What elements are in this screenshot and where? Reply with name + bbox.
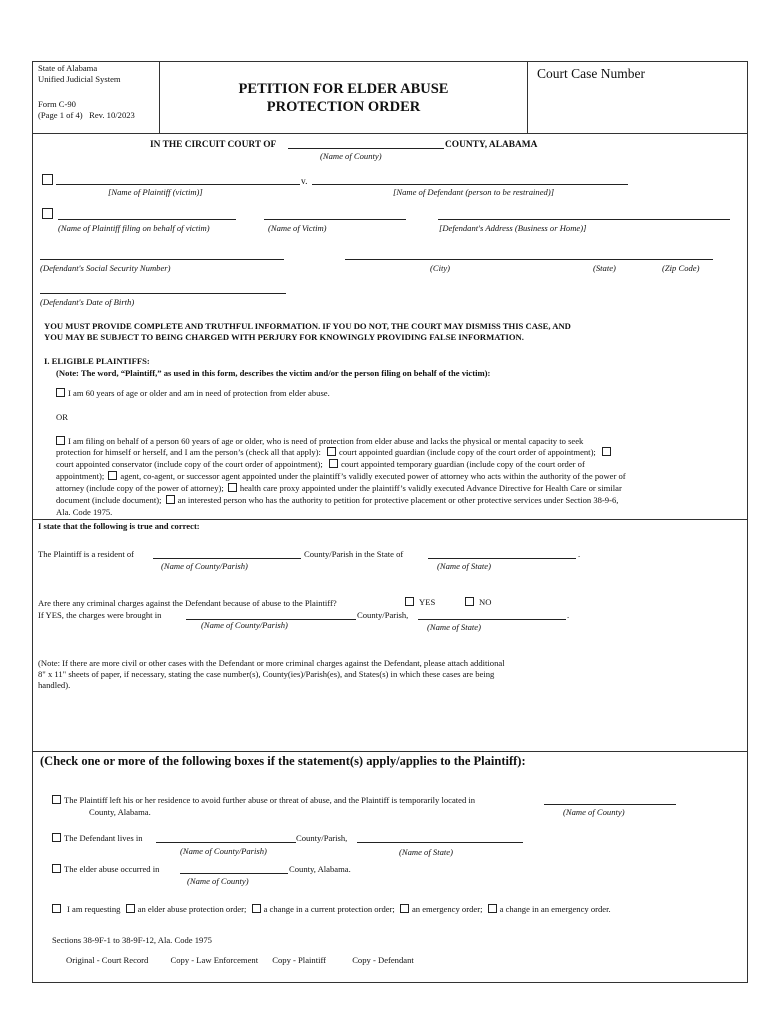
county-input[interactable]	[288, 148, 444, 149]
charges-question: Are there any criminal charges against the Defendant because of abuse to the Plaintiff?	[38, 598, 337, 608]
city-caption: (City)	[430, 263, 451, 273]
note-line-1: (Note: If there are more civil or other cases with the Defendant or more criminal charges against the Defendant, please attach additional	[38, 658, 505, 668]
document-label: document (include document);	[56, 495, 162, 505]
conservator-checkbox[interactable]	[602, 447, 611, 456]
defendant-lives-mid: County/Parish,	[296, 833, 348, 843]
relationship-line-6	[56, 495, 618, 506]
guardian-checkbox[interactable]	[327, 447, 336, 456]
abuse-occurred-end: County, Alabama.	[289, 864, 351, 874]
charges-state-caption: (Name of State)	[427, 622, 481, 632]
title-line-2: PROTECTION ORDER	[266, 99, 421, 115]
note-line-3: handled).	[38, 680, 71, 690]
filing-caption: (Name of Plaintiff filing on behalf of victim)	[58, 223, 210, 233]
statute-reference: Sections 38-9F-1 to 38-9F-12, Ala. Code 1975	[52, 935, 212, 945]
or-label: OR	[56, 412, 68, 422]
city-state-zip-input[interactable]	[345, 259, 713, 260]
requesting-checkbox[interactable]	[52, 904, 61, 913]
age-60-label: I am 60 years of age or older and am in need of protection from elder abuse.	[68, 388, 330, 398]
requesting-label: I am requesting	[67, 904, 121, 914]
request-options	[52, 904, 611, 915]
perjury-warning	[44, 321, 571, 343]
ala-code-ref: Ala. Code 1975.	[56, 507, 113, 517]
temp-location-caption: (Name of County)	[563, 807, 625, 817]
copy-defendant: Copy - Defendant	[352, 955, 414, 965]
protection-order-label: an elder abuse protection order;	[137, 904, 247, 914]
agent-checkbox[interactable]	[108, 471, 117, 480]
relationship-line-2	[56, 447, 614, 458]
court-case-number-field[interactable]	[530, 86, 742, 130]
copy-court: Original - Court Record	[66, 955, 149, 965]
header-bottom-line	[32, 133, 748, 134]
resident-mid: County/Parish in the State of	[304, 549, 404, 559]
check-top-line	[32, 751, 748, 752]
poa-label: attorney (include copy of the power of attorney);	[56, 483, 224, 493]
relationship-line-4	[56, 471, 626, 482]
county-caption: (Name of County)	[320, 151, 382, 161]
protection-order-checkbox[interactable]	[126, 904, 135, 913]
relationship-intro: protection for himself or herself, and I am the person’s (check all that apply):	[56, 447, 321, 457]
dob-caption: (Defendant's Date of Birth)	[40, 297, 135, 307]
victim-name-input[interactable]	[264, 219, 406, 220]
option-age-60	[56, 388, 330, 399]
defendant-lives-label: The Defendant lives in	[64, 833, 143, 843]
resident-state-input[interactable]	[428, 558, 576, 559]
abuse-occurred-checkbox[interactable]	[52, 864, 61, 873]
court-prefix: IN THE CIRCUIT COURT OF	[150, 140, 277, 150]
plaintiff-checkbox[interactable]	[42, 174, 53, 185]
yes-label: YES	[419, 597, 436, 607]
state-caption: (State)	[593, 263, 616, 273]
change-protection-checkbox[interactable]	[252, 904, 261, 913]
charges-county-caption: (Name of County/Parish)	[201, 620, 288, 630]
revision: Rev. 10/2023	[89, 110, 135, 120]
form-id	[38, 99, 135, 121]
temp-guardian-checkbox[interactable]	[329, 459, 338, 468]
interested-person-checkbox[interactable]	[166, 495, 175, 504]
charges-if: If YES, the charges were brought in	[38, 610, 162, 620]
left-residence-checkbox[interactable]	[52, 795, 61, 804]
charges-yes-checkbox[interactable]	[405, 597, 414, 606]
emergency-order-label: an emergency order;	[411, 904, 483, 914]
ssn-input[interactable]	[40, 259, 284, 260]
defendant-address-input[interactable]	[438, 219, 730, 220]
check-heading: (Check one or more of the following boxes if the statement(s) apply/applies to the Plaintiff):	[40, 754, 526, 768]
abuse-occurred-option	[52, 864, 159, 875]
header-divider-right	[527, 61, 528, 134]
relationship-line-3	[56, 459, 585, 470]
filing-plaintiff-input[interactable]	[58, 219, 236, 220]
court-suffix: COUNTY, ALABAMA	[445, 140, 538, 150]
defendant-lives-checkbox[interactable]	[52, 833, 61, 842]
resident-state-caption: (Name of State)	[437, 561, 491, 571]
copy-law-enforcement: Copy - Law Enforcement	[170, 955, 259, 965]
defendant-lives-option	[52, 833, 143, 844]
charges-end: .	[567, 610, 570, 620]
copy-distribution	[66, 955, 414, 966]
state-label: State of Alabama	[38, 63, 98, 73]
statement-top-line	[32, 519, 748, 520]
victim-caption: (Name of Victim)	[268, 223, 327, 233]
resident-end: .	[578, 549, 581, 559]
additional-cases-note	[38, 658, 738, 691]
resident-county-input[interactable]	[153, 558, 301, 559]
note-line-2: 8" x 11" sheets of paper, if necessary, stating the case number(s), County(ies)/Parish(es), and States(s) in which these cases are being	[38, 669, 495, 679]
charges-no-checkbox[interactable]	[465, 597, 474, 606]
health-proxy-label: health care proxy appointed under the plaintiff’s validly executed Advance Directive for Health Care or similar	[239, 483, 622, 493]
conservator-label: court appointed conservator (include copy of the court order of appointment);	[56, 459, 323, 469]
resident-prefix: The Plaintiff is a resident of	[38, 549, 135, 559]
resident-county-caption: (Name of County/Parish)	[161, 561, 248, 571]
interested-person-label: an interested person who has the authority to petition for protective placement or other protective services under Section 38-9-6,	[177, 495, 619, 505]
header-info	[38, 63, 121, 85]
defendant-name-input[interactable]	[312, 184, 628, 185]
section-1-note: (Note: The word, “Plaintiff,” as used in this form, describes the victim and/or the person filing on behalf of the victim):	[56, 368, 491, 378]
zip-caption: (Zip Code)	[662, 263, 700, 273]
defendant-caption: [Name of Defendant (person to be restrained)]	[393, 187, 555, 197]
copy-plaintiff: Copy - Plaintiff	[272, 955, 327, 965]
abuse-occurred-label: The elder abuse occurred in	[64, 864, 160, 874]
filing-behalf-option-checkbox[interactable]	[56, 436, 65, 445]
warning-line-2: YOU MAY BE SUBJECT TO BEING CHARGED WITH PERJURY FOR KNOWINGLY PROVIDING FALSE INFORMATION.	[44, 332, 524, 342]
system-label: Unified Judicial System	[38, 74, 121, 84]
defendant-state-caption: (Name of State)	[399, 847, 453, 857]
temp-guardian-label: court appointed temporary guardian (include copy of the court order of	[340, 459, 585, 469]
left-residence-label: The Plaintiff left his or her residence to avoid further abuse or threat of abuse, and the Plaintiff is temporarily located in	[64, 795, 476, 805]
relationship-line-5	[56, 483, 622, 494]
address-caption: [Defendant's Address (Business or Home)]	[439, 223, 587, 233]
versus-label: v.	[301, 177, 308, 187]
filing-behalf-text: I am filing on behalf of a person 60 years of age or older, who is need of protection from elder abuse and lacks the physical or mental capacity to seek	[68, 436, 584, 446]
defendant-state-input[interactable]	[357, 842, 523, 843]
change-protection-label: a change in a current protection order;	[263, 904, 395, 914]
charges-no	[465, 597, 491, 608]
charges-mid: County/Parish,	[357, 610, 409, 620]
emergency-order-checkbox[interactable]	[400, 904, 409, 913]
abuse-county-caption: (Name of County)	[187, 876, 249, 886]
warning-line-1: YOU MUST PROVIDE COMPLETE AND TRUTHFUL INFORMATION. IF YOU DO NOT, THE COURT MAY DISMISS THIS CASE, AND	[44, 321, 571, 331]
charges-state-input[interactable]	[418, 619, 566, 620]
age-60-checkbox[interactable]	[56, 388, 65, 397]
form-number: Form C-90	[38, 99, 76, 109]
change-emergency-checkbox[interactable]	[488, 904, 497, 913]
dob-input[interactable]	[40, 293, 286, 294]
agent-label: agent, co-agent, or successor agent appointed under the plaintiff’s validly executed power of attorney who acts within the authority of the power of	[120, 471, 626, 481]
temp-location-input[interactable]	[544, 804, 676, 805]
page-number: (Page 1 of 4)	[38, 110, 83, 120]
statement-heading: I state that the following is true and correct:	[38, 521, 200, 531]
form-title	[160, 80, 527, 116]
guardian-label: court appointed guardian (include copy of the court order of appointment);	[339, 447, 596, 457]
defendant-county-caption: (Name of County/Parish)	[180, 846, 267, 856]
filing-behalf-checkbox[interactable]	[42, 208, 53, 219]
plaintiff-caption: [Name of Plaintiff (victim)]	[108, 187, 203, 197]
change-emergency-label: a change in an emergency order.	[499, 904, 611, 914]
title-line-1: PETITION FOR ELDER ABUSE	[238, 81, 449, 97]
section-1-heading: I. ELIGIBLE PLAINTIFFS:	[44, 356, 150, 366]
appointment-label: appointment);	[56, 471, 105, 481]
no-label: NO	[479, 597, 492, 607]
health-proxy-checkbox[interactable]	[228, 483, 237, 492]
charges-yes	[405, 597, 435, 608]
defendant-county-input[interactable]	[156, 842, 296, 843]
left-residence-option	[52, 795, 475, 806]
ssn-caption: (Defendant's Social Security Number)	[40, 263, 171, 273]
left-residence-county: County, Alabama.	[89, 807, 151, 817]
court-case-number-label: Court Case Number	[537, 66, 645, 81]
plaintiff-name-input[interactable]	[56, 184, 300, 185]
filing-behalf-block	[56, 436, 716, 447]
abuse-county-input[interactable]	[180, 873, 288, 874]
